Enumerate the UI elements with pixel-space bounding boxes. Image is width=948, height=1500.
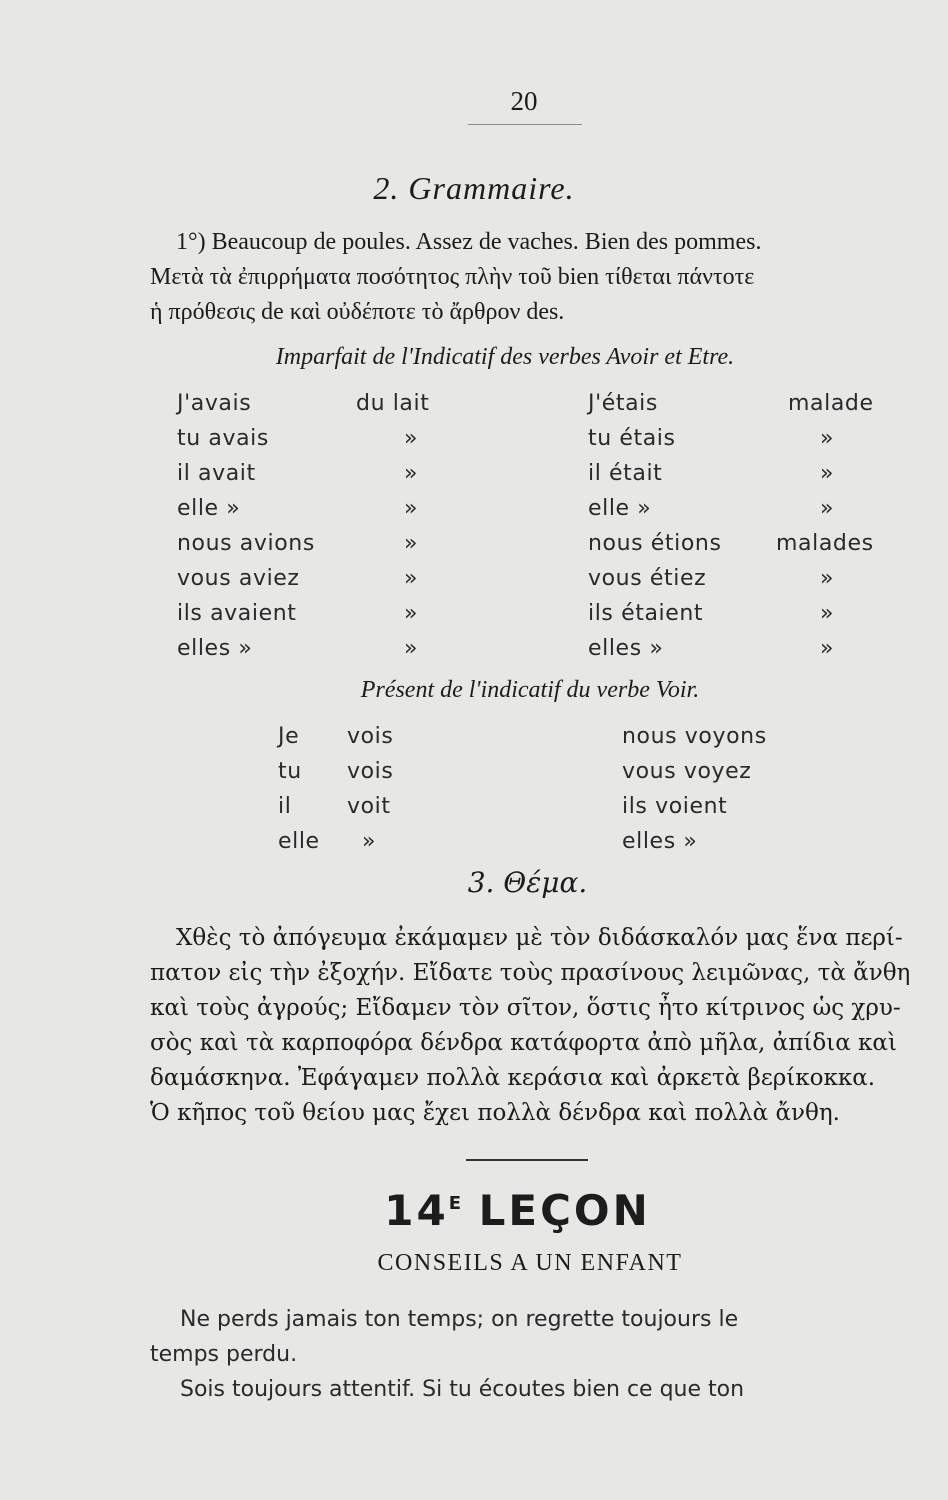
- voir-pron-1: tu: [278, 759, 302, 784]
- etre-obj-5: »: [820, 566, 835, 591]
- lesson-line: temps perdu.: [150, 1342, 298, 1367]
- etre-obj-3: »: [820, 496, 835, 521]
- avoir-obj-7: »: [404, 636, 419, 661]
- avoir-pron-5: vous aviez: [177, 566, 300, 591]
- avoir-obj-5: »: [404, 566, 419, 591]
- lesson-number: 14: [384, 1186, 449, 1235]
- voir-verb-0: vois: [347, 724, 394, 749]
- lesson-suffix: E: [448, 1193, 461, 1214]
- theme-title: 3. Θέμα.: [467, 866, 588, 899]
- avoir-pron-4: nous avions: [177, 531, 315, 556]
- etre-obj-6: »: [820, 601, 835, 626]
- theme-line: καὶ τοὺς ἀγρούς; Εἴδαμεν τὸν σῖτον, ὅστις ἦτο κίτρινος ὡς χρυ-: [150, 995, 901, 1021]
- voir-pron-2: il: [278, 794, 292, 819]
- etre-pron-1: tu étais: [588, 426, 676, 451]
- etre-pron-6: ils étaient: [588, 601, 704, 626]
- etre-obj-7: »: [820, 636, 835, 661]
- present-heading: Présent de l'indicatif du verbe Voir.: [360, 677, 700, 703]
- voir-plural-2: ils voient: [622, 794, 728, 819]
- voir-pron-3: elle: [278, 829, 320, 854]
- avoir-obj-3: »: [404, 496, 419, 521]
- imparfait-heading: Imparfait de l'Indicatif des verbes Avoir et Etre.: [275, 344, 735, 370]
- etre-pron-4: nous étions: [588, 531, 722, 556]
- avoir-obj-0: du lait: [356, 391, 430, 416]
- etre-obj-0: malade: [788, 391, 874, 416]
- page-number: 20: [510, 86, 538, 116]
- avoir-pron-6: ils avaient: [177, 601, 297, 626]
- etre-pron-7: elles »: [588, 636, 664, 661]
- etre-pron-2: il était: [588, 461, 663, 486]
- voir-pron-0: Je: [278, 724, 300, 749]
- voir-verb-3: »: [362, 829, 377, 854]
- header-rule: [468, 124, 582, 125]
- lesson-title: [0, 1186, 948, 1235]
- etre-obj-1: »: [820, 426, 835, 451]
- theme-paragraph: [150, 921, 920, 1131]
- lesson-paragraph: [150, 1302, 910, 1407]
- voir-verb-2: voit: [347, 794, 391, 819]
- etre-pron-5: vous étiez: [588, 566, 707, 591]
- theme-line: Χθὲς τὸ ἀπόγευμα ἐκάμαμεν μὲ τὸν διδάσκαλόν μας ἕνα περί-: [176, 925, 903, 951]
- avoir-pron-0: J'avais: [177, 391, 252, 416]
- grammar-line: ἡ πρόθεσις de καὶ οὐδέποτε τὸ ἄρθρον des.: [150, 299, 565, 325]
- etre-obj-2: »: [820, 461, 835, 486]
- theme-line: δαμάσκηνα. Ἐφάγαμεν πολλὰ κεράσια καὶ ἀρκετὰ βερίκοκκα.: [150, 1065, 876, 1091]
- voir-plural-3: elles »: [622, 829, 698, 854]
- theme-line: Ὁ κῆπος τοῦ θείου μας ἔχει πολλὰ δένδρα καὶ πολλὰ ἄνθη.: [150, 1100, 840, 1126]
- lesson-word: LEÇON: [478, 1186, 651, 1235]
- avoir-pron-3: elle »: [177, 496, 241, 521]
- lesson-subtitle: CONSEILS A UN ENFANT: [377, 1250, 683, 1276]
- voir-plural-0: nous voyons: [622, 724, 767, 749]
- lesson-line: Ne perds jamais ton temps; on regrette toujours le: [180, 1307, 739, 1332]
- etre-obj-4: malades: [776, 531, 874, 556]
- etre-pron-3: elle »: [588, 496, 652, 521]
- lesson-line: Sois toujours attentif. Si tu écoutes bien ce que ton: [180, 1377, 745, 1402]
- theme-line: σὸς καὶ τὰ καρποφόρα δένδρα κατάφορτα ἀπὸ μῆλα, ἀπίδια καὶ: [150, 1030, 897, 1056]
- voir-plural-1: vous voyez: [622, 759, 752, 784]
- avoir-pron-1: tu avais: [177, 426, 269, 451]
- section-divider: [466, 1159, 588, 1161]
- avoir-obj-1: »: [404, 426, 419, 451]
- avoir-obj-6: »: [404, 601, 419, 626]
- etre-pron-0: J'étais: [588, 391, 658, 416]
- avoir-pron-2: il avait: [177, 461, 256, 486]
- theme-line: πατον εἰς τὴν ἐξοχήν. Εἴδατε τοὺς πρασίνους λειμῶνας, τὰ ἄνθη: [150, 960, 911, 986]
- avoir-obj-4: »: [404, 531, 419, 556]
- grammar-heading: 2. Grammaire.: [373, 170, 575, 206]
- avoir-pron-7: elles »: [177, 636, 253, 661]
- grammar-line: Μετὰ τὰ ἐπιρρήματα ποσότητος πλὴν τοῦ bien τίθεται πάντοτε: [150, 264, 755, 290]
- grammar-line: 1°) Beaucoup de poules. Assez de vaches. Bien des pommes.: [176, 229, 762, 255]
- voir-verb-1: vois: [347, 759, 394, 784]
- grammar-paragraph: [150, 225, 910, 330]
- avoir-obj-2: »: [404, 461, 419, 486]
